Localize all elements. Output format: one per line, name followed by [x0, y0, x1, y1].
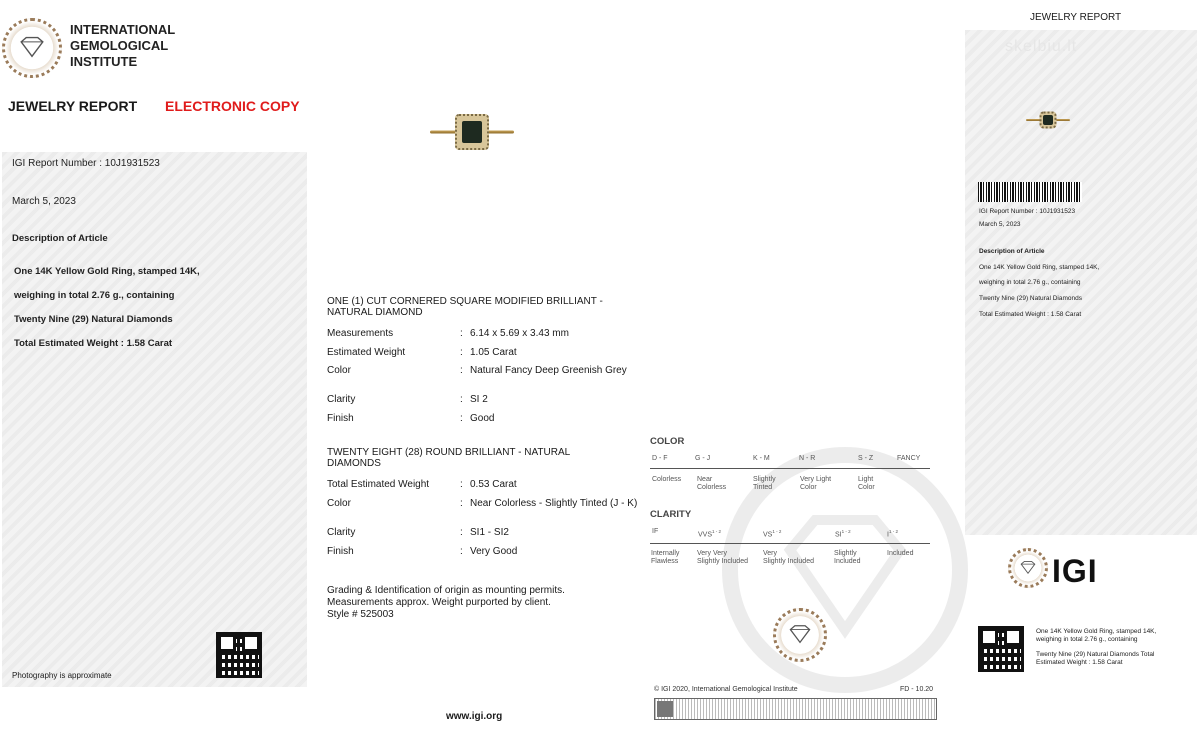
site-watermark: skelbiu.lt — [1005, 38, 1078, 55]
right-description-line-1: One 14K Yellow Gold Ring, stamped 14K, — [979, 264, 1100, 271]
right-description-line-2: weighing in total 2.76 g., containing — [979, 279, 1081, 286]
right-report-title: JEWELRY REPORT — [1030, 12, 1122, 23]
qr-code-right[interactable] — [978, 626, 1024, 672]
right-report-date: March 5, 2023 — [979, 221, 1021, 228]
clarity-desc-vs: Very Slightly Included — [763, 550, 814, 565]
legal-fineprint-box — [654, 698, 937, 720]
description-heading: Description of Article — [12, 233, 108, 244]
row-label: Total Estimated Weight — [327, 479, 430, 490]
clarity-grade-vvs: VVS$^{1 - 2}$ — [698, 529, 722, 539]
qr-code-left[interactable] — [216, 632, 262, 678]
right-description-heading: Description of Article — [979, 248, 1045, 255]
row-value: Near Colorless - Slightly Tinted (J - K) — [470, 498, 638, 509]
right-report-number: IGI Report Number : 10J1931523 — [979, 208, 1076, 215]
logo-text — [70, 22, 175, 70]
row-value: Very Good — [470, 546, 518, 557]
ring-photo-small — [1026, 111, 1070, 129]
row-label: Finish — [327, 546, 354, 557]
color-grade-fancy: FANCY — [897, 455, 921, 462]
color-grade-km: K - M — [753, 455, 770, 462]
color-desc-very-light: Very Light Color — [800, 476, 832, 491]
clarity-scale-divider — [650, 543, 930, 544]
color-grade-nr: N - R — [799, 455, 816, 462]
description-line-1: One 14K Yellow Gold Ring, stamped 14K, — [14, 266, 200, 277]
color-grade-sz: S - Z — [858, 455, 874, 462]
row-label: Clarity — [327, 394, 356, 405]
right-description-line-4: Total Estimated Weight : 1.58 Carat — [979, 311, 1082, 318]
row-label: Measurements — [327, 328, 394, 339]
report-date: March 5, 2023 — [12, 196, 76, 207]
igi-logo-text: IGI — [1052, 553, 1098, 589]
row-value: SI 2 — [470, 394, 488, 405]
electronic-copy-label: ELECTRONIC COPY — [165, 98, 300, 114]
row-label: Color — [327, 365, 351, 376]
grading-notes — [327, 585, 565, 621]
row-value: 1.05 Carat — [470, 347, 517, 358]
color-desc-light: Light Color — [858, 476, 875, 491]
logo-line-2: GEMOLOGICAL — [70, 38, 169, 53]
row-label: Color — [327, 498, 351, 509]
description-line-4: Total Estimated Weight : 1.58 Carat — [14, 338, 173, 349]
website-link[interactable]: www.igi.org — [446, 711, 503, 722]
logo-line-3: INSTITUTE — [70, 54, 138, 69]
center-stone-heading: ONE (1) CUT CORNERED SQUARE MODIFIED BRILLIANT - NATURAL DIAMOND — [327, 296, 603, 318]
color-desc-colorless: Colorless — [652, 476, 682, 483]
description-line-3: Twenty Nine (29) Natural Diamonds — [14, 314, 173, 325]
ring-photo — [430, 112, 514, 152]
copyright: © IGI 2020, International Gemological Institute — [654, 686, 798, 693]
color-grade-df: D - F — [652, 455, 668, 462]
photography-note: Photography is approximate — [12, 671, 112, 680]
clarity-grade-if: IF — [652, 528, 659, 535]
note-line-2: Measurements approx. Weight purported by client. — [327, 597, 551, 608]
row-value: 6.14 x 5.69 x 3.43 mm — [470, 328, 569, 339]
logo-line-1: INTERNATIONAL — [70, 22, 176, 37]
row-value: Good — [470, 413, 495, 424]
document-icon — [657, 701, 673, 717]
description-line-2: weighing in total 2.76 g., containing — [14, 290, 175, 301]
row-label: Finish — [327, 413, 354, 424]
clarity-grade-i: $I^{1 - 2}$ — [887, 529, 898, 539]
color-grade-gj: G - J — [695, 455, 711, 462]
side-stones-heading: TWENTY EIGHT (28) ROUND BRILLIANT - NATURAL DIAMONDS — [327, 447, 570, 469]
right-summary-1: One 14K Yellow Gold Ring, stamped 14K, weighing in total 2.76 g., containing — [1036, 628, 1157, 643]
clarity-grade-si: SI$^{1 - 2}$ — [835, 529, 851, 539]
clarity-desc-if: Internally Flawless — [651, 550, 680, 565]
row-value: Natural Fancy Deep Greenish Grey — [470, 365, 627, 376]
color-scale-title: COLOR — [650, 436, 685, 447]
color-desc-near-colorless: Near Colorless — [697, 476, 727, 491]
form-number: FD - 10.20 — [900, 686, 934, 693]
igi-seal-icon — [2, 18, 62, 78]
barcode — [978, 182, 1082, 202]
report-number: IGI Report Number : 10J1931523 — [12, 158, 160, 169]
note-line-3: Style # 525003 — [327, 609, 394, 620]
color-desc-slightly-tinted: Slightly Tinted — [753, 476, 776, 491]
color-scale-divider — [650, 468, 930, 469]
clarity-desc-si: Slightly Included — [834, 550, 861, 565]
igi-logo-icon — [1008, 548, 1048, 588]
clarity-grade-vs: VS$^{1 - 2}$ — [763, 529, 782, 539]
row-value: SI1 - SI2 — [470, 527, 509, 538]
note-line-1: Grading & Identification of origin as mounting permits. — [327, 585, 565, 596]
igi-small-seal-icon — [773, 608, 827, 662]
clarity-desc-i: Included — [887, 550, 914, 557]
right-description-line-3: Twenty Nine (29) Natural Diamonds — [979, 295, 1082, 302]
right-summary-2: Twenty Nine (29) Natural Diamonds Total Estimated Weight : 1.58 Carat — [1036, 651, 1155, 666]
row-value: 0.53 Carat — [470, 479, 517, 490]
clarity-scale-title: CLARITY — [650, 509, 692, 520]
row-label: Clarity — [327, 527, 356, 538]
row-label: Estimated Weight — [327, 347, 406, 358]
clarity-desc-vvs: Very Very Slightly Included — [697, 550, 748, 565]
report-title: JEWELRY REPORT — [8, 98, 138, 114]
